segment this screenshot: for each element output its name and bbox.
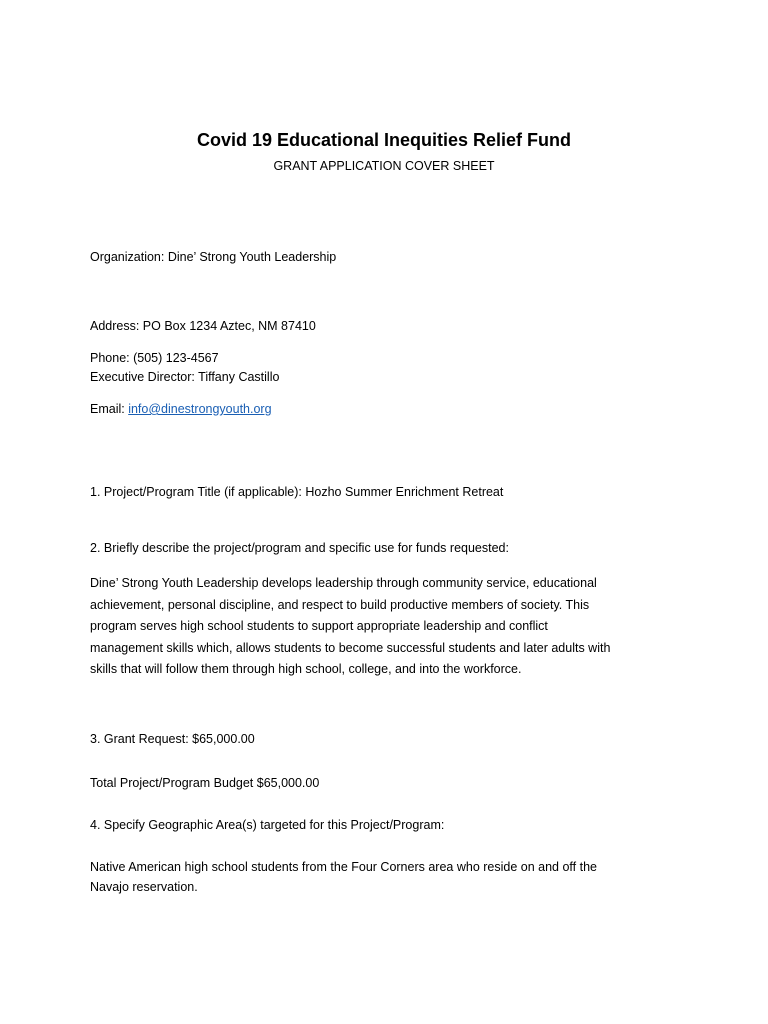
organization-line: Organization: Dine’ Strong Youth Leadership — [90, 250, 337, 264]
document-title: Covid 19 Educational Inequities Relief Fund — [196, 130, 572, 150]
description-line: achievement, personal discipline, and respect to build productive members of society. This — [90, 597, 590, 612]
director-line: Executive Director: Tiffany Castillo — [90, 370, 280, 384]
email-link[interactable]: info@dinestrongyouth.org — [128, 402, 272, 416]
document-subtitle: GRANT APPLICATION COVER SHEET — [273, 159, 495, 173]
email-line — [90, 400, 680, 419]
email-label: Email: — [90, 402, 129, 416]
geo-paragraph — [90, 857, 680, 897]
describe-prompt-line: 2. Briefly describe the project/program and specific use for funds requested: — [90, 541, 509, 555]
geo-line: Navajo reservation. — [90, 880, 198, 894]
project-title-line: 1. Project/Program Title (if applicable): Hozho Summer Enrichment Retreat — [90, 485, 504, 499]
geo-line: Native American high school students from the Four Corners area who reside on and off the — [90, 860, 597, 874]
description-line: skills that will follow them through high school, college, and into the workforce. — [90, 662, 522, 676]
address-line: Address: PO Box 1234 Aztec, NM 87410 — [90, 319, 316, 333]
total-budget-line: Total Project/Program Budget $65,000.00 — [90, 776, 320, 790]
description-line: management skills which, allows students to become successful students and later adults with — [90, 640, 611, 655]
description-line: program serves high school students to support appropriate leadership and conflict — [90, 619, 548, 633]
geo-prompt-line: 4. Specify Geographic Area(s) targeted for this Project/Program: — [90, 818, 445, 832]
phone-line: Phone: (505) 123-4567 — [90, 351, 219, 365]
description-line: Dine’ Strong Youth Leadership develops leadership through community service, educational — [90, 576, 597, 590]
grant-request-line: 3. Grant Request: $65,000.00 — [90, 732, 255, 746]
description-paragraph — [90, 573, 680, 681]
